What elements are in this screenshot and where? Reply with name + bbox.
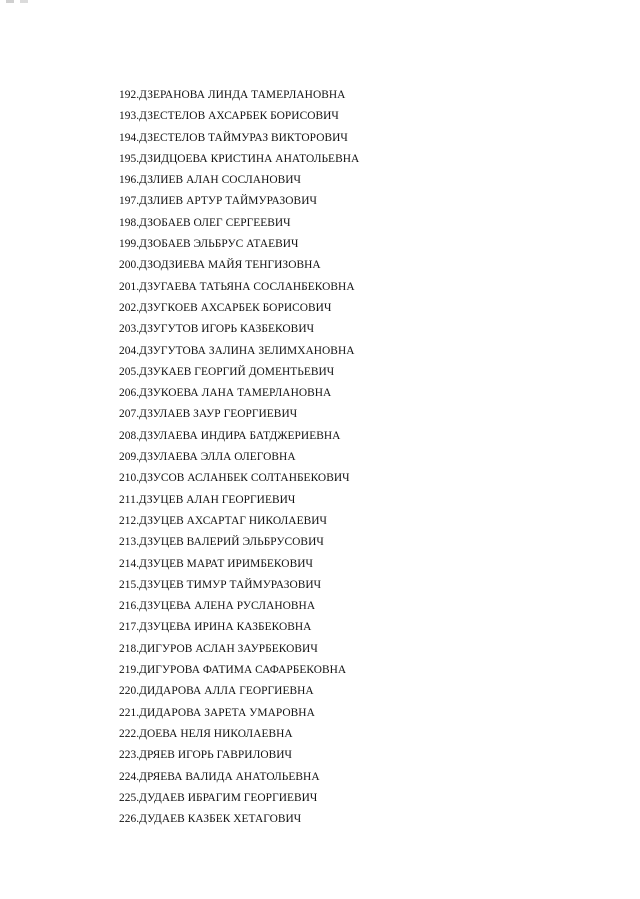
person-name: ДЗУГКОЕВ АХСАРБЕК БОРИСОВИЧ [139,301,332,314]
list-item [119,213,359,234]
list-item [119,362,359,383]
list-item [119,319,359,340]
list-item [119,468,359,489]
person-name: ДЗЛИЕВ АЛАН СОСЛАНОВИЧ [139,174,302,187]
list-item [119,447,359,468]
item-number: 219. [119,664,140,677]
item-number: 213. [119,536,140,549]
person-name: ДЗЕСТЕЛОВ АХСАРБЕК БОРИСОВИЧ [139,110,339,123]
item-number: 196. [119,174,140,187]
list-item [119,575,359,596]
list-item [119,511,359,532]
person-name: ДЗУЛАЕВ ЗАУР ГЕОРГИЕВИЧ [139,408,298,421]
list-item [119,85,359,106]
item-number: 215. [119,578,140,591]
person-name: ДЗУЦЕВ АХСАРТАГ НИКОЛАЕВИЧ [139,514,327,527]
list-item [119,277,359,298]
person-name: ДЗУГАЕВА ТАТЬЯНА СОСЛАНБЕКОВНА [139,280,355,293]
person-name: ДЗЕРАНОВА ЛИНДА ТАМЕРЛАНОВНА [139,89,346,101]
list-item [119,255,359,276]
item-number: 212. [119,514,140,527]
item-number: 206. [119,387,140,400]
person-name: ДЗОДЗИЕВА МАЙЯ ТЕНГИЗОВНА [139,259,321,272]
list-item [119,149,359,170]
list-item [119,703,359,724]
item-number: 211. [119,493,139,506]
person-name: ДЗОБАЕВ ОЛЕГ СЕРГЕЕВИЧ [139,216,291,229]
item-number: 199. [119,238,140,251]
person-name: ДЗУЦЕВ ВАЛЕРИЙ ЭЛЬБРУСОВИЧ [139,536,324,549]
person-name: ДЗОБАЕВ ЭЛЬБРУС АТАЕВИЧ [139,238,299,251]
item-number: 210. [119,472,140,485]
item-number: 209. [119,451,140,464]
person-name: ДЗИДЦОЕВА КРИСТИНА АНАТОЛЬЕВНА [139,152,360,165]
list-item [119,532,359,553]
item-number: 214. [119,557,140,570]
list-item [119,234,359,255]
item-number: 224. [119,770,140,783]
person-name: ДЗУКОЕВА ЛАНА ТАМЕРЛАНОВНА [139,387,332,400]
item-number: 226. [119,813,140,826]
list-item [119,426,359,447]
item-number: 216. [119,600,140,613]
person-name: ДИГУРОВ АСЛАН ЗАУРБЕКОВИЧ [139,642,318,655]
person-name: ДУДАЕВ ИБРАГИМ ГЕОРГИЕВИЧ [139,791,318,804]
list-item [119,106,359,127]
item-number: 222. [119,727,140,740]
person-name: ДЗУЦЕВ МАРАТ ИРИМБЕКОВИЧ [139,557,313,570]
item-number: 192. [119,89,140,101]
item-number: 208. [119,429,140,442]
person-name: ДРЯЕВА ВАЛИДА АНАТОЛЬЕВНА [139,770,320,783]
person-name: ДЗУГУТОВ ИГОРЬ КАЗБЕКОВИЧ [139,323,315,336]
person-name: ДЗУКАЕВ ГЕОРГИЙ ДОМЕНТЬЕВИЧ [139,365,335,378]
item-number: 207. [119,408,140,421]
person-name: ДЗУЛАЕВА ЭЛЛА ОЛЕГОВНА [139,451,296,464]
item-number: 217. [119,621,140,634]
list-item [119,298,359,319]
person-name: ДЗУЦЕВА ИРИНА КАЗБЕКОВНА [139,621,312,634]
list-item [119,660,359,681]
person-name: ДЗУСОВ АСЛАНБЕК СОЛТАНБЕКОВИЧ [139,472,350,485]
list-item [119,681,359,702]
person-name: ДИДАРОВА АЛЛА ГЕОРГИЕВНА [139,685,314,698]
person-name: ДОЕВА НЕЛЯ НИКОЛАЕВНА [139,727,293,740]
item-number: 193. [119,110,140,123]
item-number: 225. [119,791,140,804]
list-item [119,554,359,575]
list-item [119,788,359,809]
person-name: ДИГУРОВА ФАТИМА САФАРБЕКОВНА [139,664,347,677]
person-name: ДУДАЕВ КАЗБЕК ХЕТАГОВИЧ [139,813,302,826]
person-name: ДЗУГУТОВА ЗАЛИНА ЗЕЛИМХАНОВНА [139,344,355,357]
item-number: 223. [119,749,140,762]
list-item [119,745,359,766]
person-name: ДЗУЦЕВА АЛЕНА РУСЛАНОВНА [139,600,316,613]
list-item [119,128,359,149]
list-item [119,383,359,404]
list-item [119,170,359,191]
item-number: 204. [119,344,140,357]
list-item [119,767,359,788]
item-number: 201. [119,280,140,293]
item-number: 198. [119,216,140,229]
item-number: 205. [119,365,140,378]
item-number: 197. [119,195,140,208]
item-number: 218. [119,642,140,655]
person-name: ДЗУЦЕВ ТИМУР ТАЙМУРАЗОВИЧ [139,578,322,591]
scan-artifact [6,0,46,3]
list-item [119,639,359,660]
person-name: ДЗУЛАЕВА ИНДИРА БАТДЖЕРИЕВНА [139,429,341,442]
person-name: ДИДАРОВА ЗАРЕТА УМАРОВНА [139,706,315,719]
list-item [119,724,359,745]
item-number: 221. [119,706,140,719]
list-item [119,490,359,511]
list-item [119,191,359,212]
item-number: 194. [119,131,140,144]
item-number: 200. [119,259,140,272]
item-number: 195. [119,152,140,165]
name-list [119,85,359,830]
list-item [119,617,359,638]
item-number: 203. [119,323,140,336]
person-name: ДЗЛИЕВ АРТУР ТАЙМУРАЗОВИЧ [139,195,317,208]
person-name: ДЗЕСТЕЛОВ ТАЙМУРАЗ ВИКТОРОВИЧ [139,131,348,144]
list-item [119,809,359,830]
person-name: ДРЯЕВ ИГОРЬ ГАВРИЛОВИЧ [139,749,293,762]
list-item [119,404,359,425]
list-item [119,341,359,362]
person-name: ДЗУЦЕВ АЛАН ГЕОРГИЕВИЧ [138,493,296,506]
list-item [119,596,359,617]
item-number: 202. [119,301,140,314]
item-number: 220. [119,685,140,698]
